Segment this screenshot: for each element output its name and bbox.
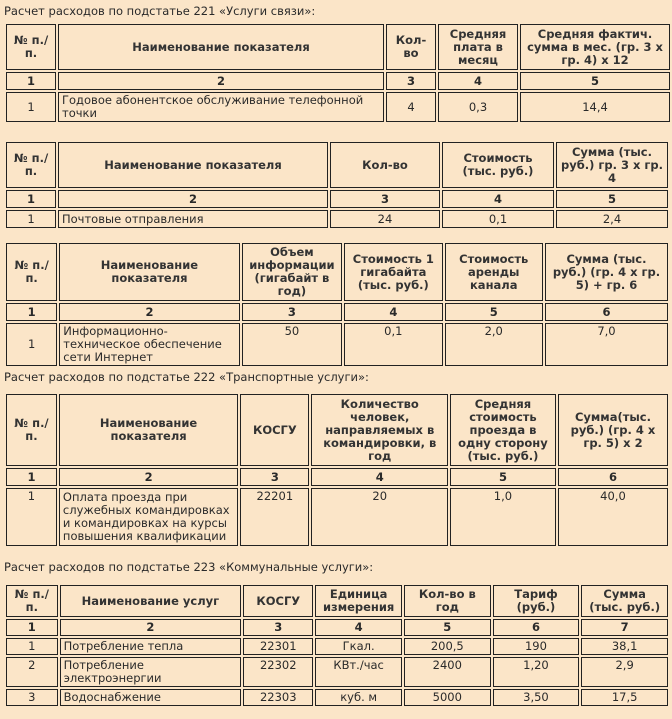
col-num: 5 bbox=[450, 468, 556, 486]
cell-number: 1 bbox=[6, 638, 58, 655]
cell-qty: 24 bbox=[330, 210, 440, 228]
col-sum-header: Сумма (тыс. руб.) (гр. 4 х гр. 5) + гр. 6 bbox=[545, 243, 668, 301]
col-name-header: Наименование показателя bbox=[58, 24, 384, 70]
col-num: 5 bbox=[404, 619, 491, 636]
cell-number: 1 bbox=[6, 92, 56, 122]
col-num: 4 bbox=[438, 72, 518, 90]
header-row bbox=[6, 24, 670, 70]
col-service-header: Наименование услуг bbox=[60, 585, 242, 617]
cell-qty: 200,5 bbox=[404, 638, 491, 655]
col-volume-header: Объем информации (гигабайт в год) bbox=[242, 243, 342, 301]
cell-qty: 5000 bbox=[404, 689, 491, 706]
col-num: 2 bbox=[58, 190, 328, 208]
cell-tariff: 1,20 bbox=[493, 657, 580, 687]
table-row bbox=[6, 657, 668, 687]
cell-sum: 14,4 bbox=[520, 92, 670, 122]
col-cost-header: Стоимость (тыс. руб.) bbox=[442, 142, 554, 188]
col-kosgu-header: КОСГУ bbox=[240, 394, 309, 466]
header-row bbox=[6, 394, 668, 466]
cell-number: 2 bbox=[6, 657, 58, 687]
cell-volume: 50 bbox=[242, 323, 342, 366]
cell-tariff: 190 bbox=[493, 638, 580, 655]
col-name-header: Наименование показателя bbox=[59, 394, 238, 466]
col-qty-header: Кол-во bbox=[386, 24, 436, 70]
col-num: 1 bbox=[6, 619, 58, 636]
col-num: 3 bbox=[243, 619, 313, 636]
cell-cost: 0,1 bbox=[442, 210, 554, 228]
col-num: 1 bbox=[6, 72, 56, 90]
column-number-row bbox=[6, 72, 670, 90]
header-row bbox=[6, 142, 668, 188]
table-row bbox=[6, 689, 668, 706]
col-num: 4 bbox=[344, 303, 442, 321]
cell-number: 3 bbox=[6, 689, 58, 706]
cell-kosgu: 22302 bbox=[243, 657, 313, 687]
col-sum-header: Сумма (тыс. руб.) bbox=[581, 585, 668, 617]
col-num: 6 bbox=[545, 303, 668, 321]
col-num: 3 bbox=[386, 72, 436, 90]
table-row bbox=[6, 323, 668, 366]
table-221-communications bbox=[4, 22, 672, 124]
col-number-header: № п./п. bbox=[6, 585, 58, 617]
cell-service: Потребление тепла bbox=[60, 638, 242, 655]
col-tariff-header: Тариф (руб.) bbox=[493, 585, 580, 617]
cell-sum: 7,0 bbox=[545, 323, 668, 366]
header-row bbox=[6, 243, 668, 301]
col-num: 2 bbox=[60, 619, 242, 636]
column-number-row bbox=[6, 468, 668, 486]
table-row bbox=[6, 92, 670, 122]
table-223-utilities bbox=[4, 583, 670, 708]
col-num: 6 bbox=[493, 619, 580, 636]
col-number-header: № п./п. bbox=[6, 24, 56, 70]
col-num: 2 bbox=[59, 468, 238, 486]
col-num: 1 bbox=[6, 303, 57, 321]
table-221-postal bbox=[4, 140, 670, 230]
cell-number: 1 bbox=[6, 210, 56, 228]
cell-name: Оплата проезда при служебных командировках и командировках на курсы повышения квалификации bbox=[59, 488, 238, 546]
cell-people: 20 bbox=[311, 488, 448, 546]
col-sum-header: Средняя фактич. сумма в мес. (гр. 3 х гр. 4) х 12 bbox=[520, 24, 670, 70]
cell-sum: 17,5 bbox=[581, 689, 668, 706]
col-num: 4 bbox=[442, 190, 554, 208]
table-row bbox=[6, 638, 668, 655]
col-num: 3 bbox=[330, 190, 440, 208]
cell-kosgu: 22301 bbox=[243, 638, 313, 655]
cell-service: Потребление электроэнергии bbox=[60, 657, 242, 687]
col-kosgu-header: КОСГУ bbox=[243, 585, 313, 617]
cell-kosgu: 22303 bbox=[243, 689, 313, 706]
col-avg-pay-header: Средняя плата в месяц bbox=[438, 24, 518, 70]
cell-number: 1 bbox=[6, 488, 57, 546]
col-num: 5 bbox=[556, 190, 668, 208]
col-num: 2 bbox=[59, 303, 239, 321]
cell-gb-cost: 0,1 bbox=[344, 323, 442, 366]
col-unit-header: Единица измерения bbox=[315, 585, 402, 617]
col-num: 1 bbox=[6, 190, 56, 208]
cell-name: Годовое абонентское обслуживание телефонной точки bbox=[58, 92, 384, 122]
cell-sum: 2,4 bbox=[556, 210, 668, 228]
cell-name: Почтовые отправления bbox=[58, 210, 328, 228]
col-fare-header: Средняя стоимость проезда в одну сторону (тыс. руб.) bbox=[450, 394, 556, 466]
table-221-internet bbox=[4, 241, 670, 368]
cell-sum: 38,1 bbox=[581, 638, 668, 655]
col-num: 4 bbox=[311, 468, 448, 486]
col-num: 1 bbox=[6, 468, 57, 486]
col-qty-header: Кол-во bbox=[330, 142, 440, 188]
col-number-header: № п./п. bbox=[6, 394, 57, 466]
cell-channel-cost: 2,0 bbox=[445, 323, 543, 366]
col-gb-cost-header: Стоимость 1 гигабайта (тыс. руб.) bbox=[344, 243, 442, 301]
cell-fare: 1,0 bbox=[450, 488, 556, 546]
col-num: 4 bbox=[315, 619, 402, 636]
col-number-header: № п./п. bbox=[6, 142, 56, 188]
cell-unit: куб. м bbox=[315, 689, 402, 706]
table-row bbox=[6, 488, 668, 546]
col-name-header: Наименование показателя bbox=[58, 142, 328, 188]
cell-unit: КВт./час bbox=[315, 657, 402, 687]
col-num: 5 bbox=[520, 72, 670, 90]
caption-222: Расчет расходов по подстатье 222 «Транспортные услуги»: bbox=[4, 370, 369, 384]
column-number-row bbox=[6, 303, 668, 321]
table-222-transport bbox=[4, 392, 670, 548]
col-num: 3 bbox=[240, 468, 309, 486]
col-name-header: Наименование показателя bbox=[59, 243, 239, 301]
col-channel-cost-header: Стоимость аренды канала bbox=[445, 243, 543, 301]
cell-number: 1 bbox=[6, 323, 57, 366]
col-number-header: № п./п. bbox=[6, 243, 57, 301]
cell-sum: 2,9 bbox=[581, 657, 668, 687]
caption-223: Расчет расходов по подстатье 223 «Коммунальные услуги»: bbox=[4, 560, 374, 574]
col-num: 5 bbox=[445, 303, 543, 321]
column-number-row bbox=[6, 619, 668, 636]
col-num: 6 bbox=[558, 468, 668, 486]
cell-tariff: 3,50 bbox=[493, 689, 580, 706]
col-num: 7 bbox=[581, 619, 668, 636]
cell-qty: 4 bbox=[386, 92, 436, 122]
col-num: 2 bbox=[58, 72, 384, 90]
cell-qty: 2400 bbox=[404, 657, 491, 687]
cell-name: Информационно-техническое обеспечение сети Интернет bbox=[59, 323, 239, 366]
col-sum-header: Сумма (тыс. руб.) гр. 3 х гр. 4 bbox=[556, 142, 668, 188]
caption-221: Расчет расходов по подстатье 221 «Услуги связи»: bbox=[4, 4, 316, 18]
cell-kosgu: 22201 bbox=[240, 488, 309, 546]
header-row bbox=[6, 585, 668, 617]
cell-sum: 40,0 bbox=[558, 488, 668, 546]
col-sum-header: Сумма(тыс. руб.) (гр. 4 х гр. 5) х 2 bbox=[558, 394, 668, 466]
cell-unit: Гкал. bbox=[315, 638, 402, 655]
cell-avg-pay: 0,3 bbox=[438, 92, 518, 122]
table-row bbox=[6, 210, 668, 228]
cell-service: Водоснабжение bbox=[60, 689, 242, 706]
col-num: 3 bbox=[242, 303, 342, 321]
col-qty-header: Кол-во в год bbox=[404, 585, 491, 617]
col-people-header: Количество человек, направляемых в командировки, в год bbox=[311, 394, 448, 466]
column-number-row bbox=[6, 190, 668, 208]
